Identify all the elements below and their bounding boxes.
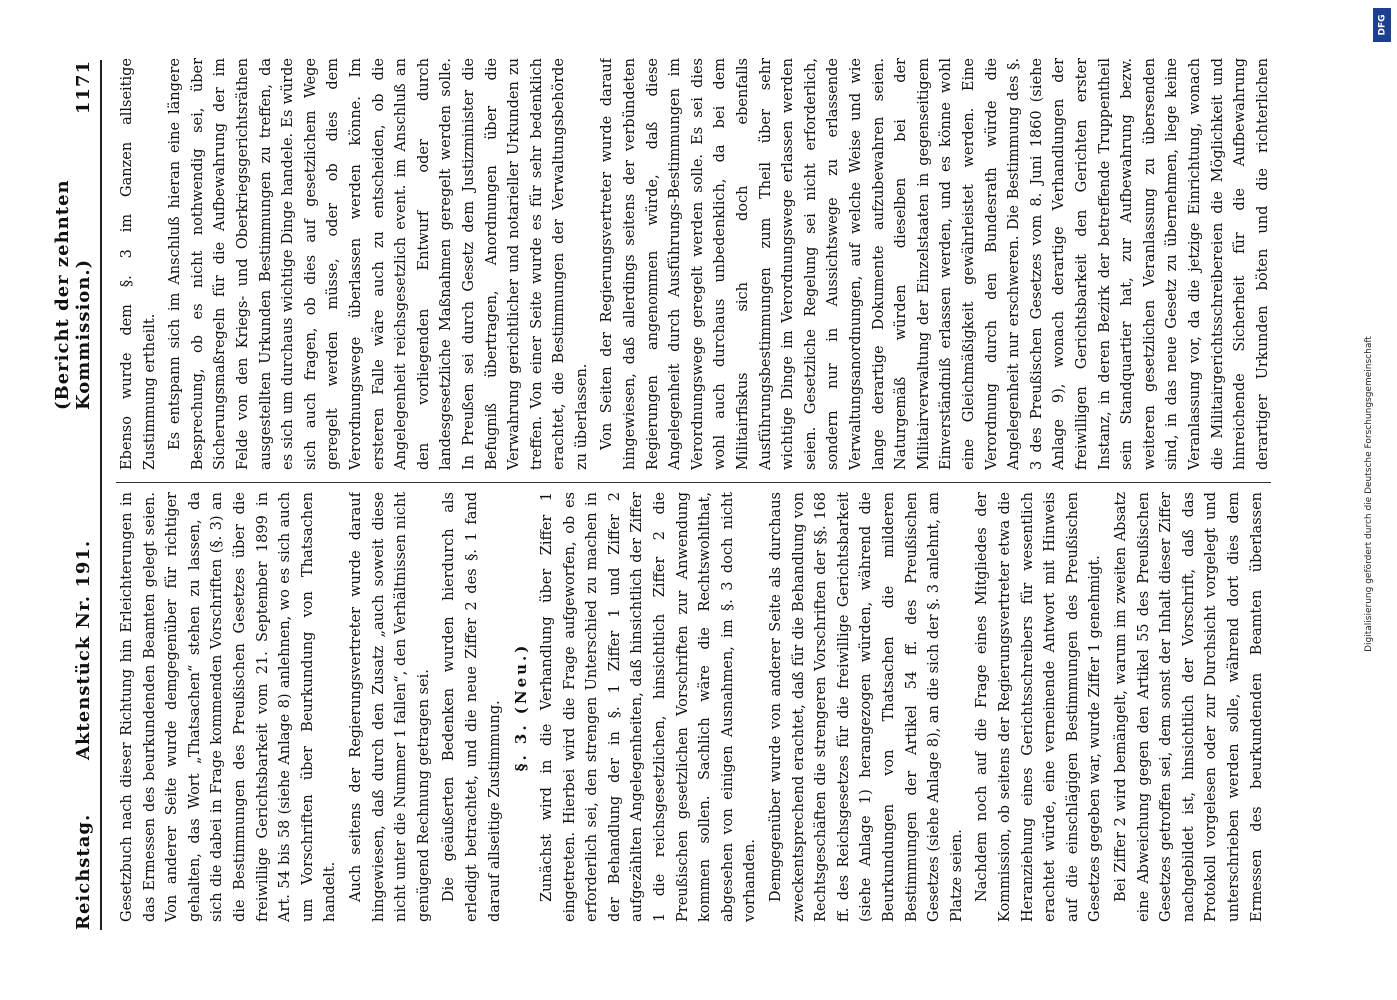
paragraph: Gesetzbuch nach dieser Richtung hin Erleichterungen in das Ermessen des beurkundenden Beamten gelegt seien. Von anderer Seite wurde demgegenüber für richtiger gehalten, das Wort „Thatsachen“ stehen zu lassen, da sich die dabei in Frage kommenden Vorschriften (§. 3) an die Bestimmungen des Preußischen Gesetzes über die freiwillige Gerichtsbarkeit vom 21. September 1899 in Art. 54 bis 58 (siehe Anlage 8) anlehnen, wo es sich auch um Vorschriften über Beurkundung von Thatsachen handelt. bbox=[119, 492, 339, 922]
digitization-note bbox=[1364, 4, 1393, 984]
paragraph: Zunächst wird in die Verhandlung über Ziffer 1 eingetreten. Hierbei wird die Frage aufgeworfen, ob es erforderlich sei, den strengen Unterschied zu machen in der Behandlung der in §. 1 Ziffer 1 und Ziffer 2 aufgezählten Angelegenheiten, daß hinsichtlich der Ziffer 1 die reichsgesetzlichen, hinsichtlich Ziffer 2 die Preußischen gesetzlichen Vorschriften zur Anwendung kommen sollen. Sachlich wäre die Rechtswohlthat, abgesehen von einigen Ausnahmen, im §. 3 doch nicht vorhanden. bbox=[539, 492, 759, 922]
page-number: 1171 bbox=[73, 60, 94, 115]
header-right-title: (Bericht der zehnten Kommission.) bbox=[52, 179, 94, 410]
paragraph: Auch seitens der Regierungsvertreter wurde darauf hingewiesen, daß durch den Zusatz „auch soweit diese nicht unter die Nummer 1 fallen“, den Verhältnissen nicht genügend Rechnung getragen sei. bbox=[347, 492, 432, 922]
digitization-credit: Digitalisierung gefördert durch die Deutsche Forschungsgemeinschaft bbox=[1364, 336, 1374, 652]
section-heading: §. 3. (Neu.) bbox=[512, 642, 531, 772]
dfg-logo-text: DFG bbox=[1377, 14, 1388, 36]
paragraph: Ebenso wurde dem §. 3 im Ganzen allseitige Zustimmung ertheilt. bbox=[119, 58, 158, 470]
header-center-title: Aktenstück Nr. 191. bbox=[73, 539, 94, 760]
paragraph: Bei Ziffer 2 wird bemängelt, warum im zweiten Absatz eine Abweichung gegen den Artikel 55 des Preußischen Gesetzes getroffen sei, dem sonst der Inhalt dieser Ziffer nachgebildet ist, hinsichtlich der Vorschrift, daß das Protokoll vorgelesen oder zur Durchsicht vorgelegt und unterschrieben werden solle, während dort dies dem Ermessen des beurkundenden Beamten überlassen bbox=[1112, 492, 1265, 922]
paragraph: Nachdem noch auf die Frage eines Mitgliedes der Kommission, ob seitens der Regierungsvertreter etwa die Heranziehung eines Gerichtsschreibers für wesentlich erachtet würde, eine verneinende Antwort mit Hinweis auf die einschlägigen Bestimmungen des Preußischen Gesetzes gegeben war, wurde Ziffer 1 genehmigt. bbox=[974, 492, 1104, 922]
running-head bbox=[40, 60, 102, 930]
column-divider bbox=[116, 482, 1271, 483]
left-column bbox=[116, 492, 1271, 922]
paragraph: Die geäußerten Bedenken wurden hierdurch als erledigt betrachtet, und die neue Ziffer 2 des §. 1 fand darauf allseitige Zustimmung. bbox=[441, 492, 503, 922]
paragraph: Von Seiten der Regierungsvertreter wurde darauf hingewiesen, daß allerdings seitens der verbündeten Regierungen angenommen würde, daß diese Angelegenheit durch Ausführungs-Bestimmungen im Verordnungswege geregelt werden solle. Es sei dies wohl auch durchaus unbedenklich, da bei dem Militairfiskus sich doch ebenfalls Ausführungsbestimmungen zum Theil über sehr wichtige Dinge im Verordnungswege erlassen werden seien. Gesetzliche Regelung sei nicht erforderlich, sondern nur in Aussichtswege zu erlassende Verwaltungsanordnungen, auf welche Weise und wie lange derartige Dokumente aufzubewahren seien. Naturgemäß würden dieselben bei der Militairverwaltung der Einzelstaaten in gegenseitigem Einverständniß erlassen werden, und es könne wohl eine Gleichmäßigkeit gewährleistet werden. Eine Verordnung durch den Bundesrath würde die Angelegenheit nur erschweren. Die Bestimmung des §. 3 des Preußischen Gesetzes vom 8. Juni 1860 (siehe Anlage 9), wonach derartige Verhandlungen der freiwilligen Gerichtsbarkeit den Gerichten erster Instanz, in deren Bezirk der betreffende Truppentheil sein Standquartier hat, zur Aufbewahrung bezw. weiteren gesetzlichen Veranlassung zu übersenden sind, in das neue Gesetz zu übernehmen, liege keine Veranlassung vor, da die jetzige Einrichtung, wonach die Militairgerichtsschreibereien die Möglichkeit und hinreichende Sicherheit für die Aufbewahrung derartiger Urkunden böten und die richterlichen bbox=[599, 58, 1271, 470]
paragraph: Es entspann sich im Anschluß hieran eine längere Besprechung, ob es nicht nothwendig sei, über Sicherungsmaßregeln für die Aufbewahrung der im Felde von den Kriegs- und Oberkriegsgerichtsräthen ausgestellten Urkunden Bestimmungen zu treffen, da es sich um durchaus wichtige Dinge handele. Es würde sich auch fragen, ob dies auf gesetzlichem Wege geregelt werden müsse, oder ob dies dem Verordnungswege überlassen werden könne. Im ersteren Falle wäre auch zu entscheiden, ob die Angelegenheit reichsgesetzlich event. im Anschluß an den vorliegenden Entwurf oder durch landesgesetzliche Maßnahmen geregelt werden solle. In Preußen sei durch Gesetz dem Justizminister die Befugniß übertragen, Anordnungen über die Verwahrung gerichtlicher und notarieller Urkunden zu treffen. Von einer Seite wurde es für sehr bedenklich erachtet, die Bestimmungen der Verwaltungsbehörde zu überlassen. bbox=[167, 58, 590, 470]
header-left-title: Reichstag. bbox=[73, 813, 94, 930]
paragraph: Demgegenüber wurde von anderer Seite als durchaus zweckentsprechend erachtet, daß für die Behandlung von Rechtsgeschäften die strengeren Vorschriften der §§. 168 ff. des Reichsgesetzes für die freiwillige Gerichtsbarkeit (siehe Anlage 1) herangezogen würden, während die Beurkundungen von Thatsachen die milderen Bestimmungen der Artikel 54 ff. des Preußischen Gesetzes (siehe Anlage 8), an die sich der §. 3 anlehnt, am Platze seien. bbox=[768, 492, 965, 922]
right-column bbox=[116, 58, 1271, 470]
dfg-logo-icon bbox=[1373, 8, 1391, 42]
